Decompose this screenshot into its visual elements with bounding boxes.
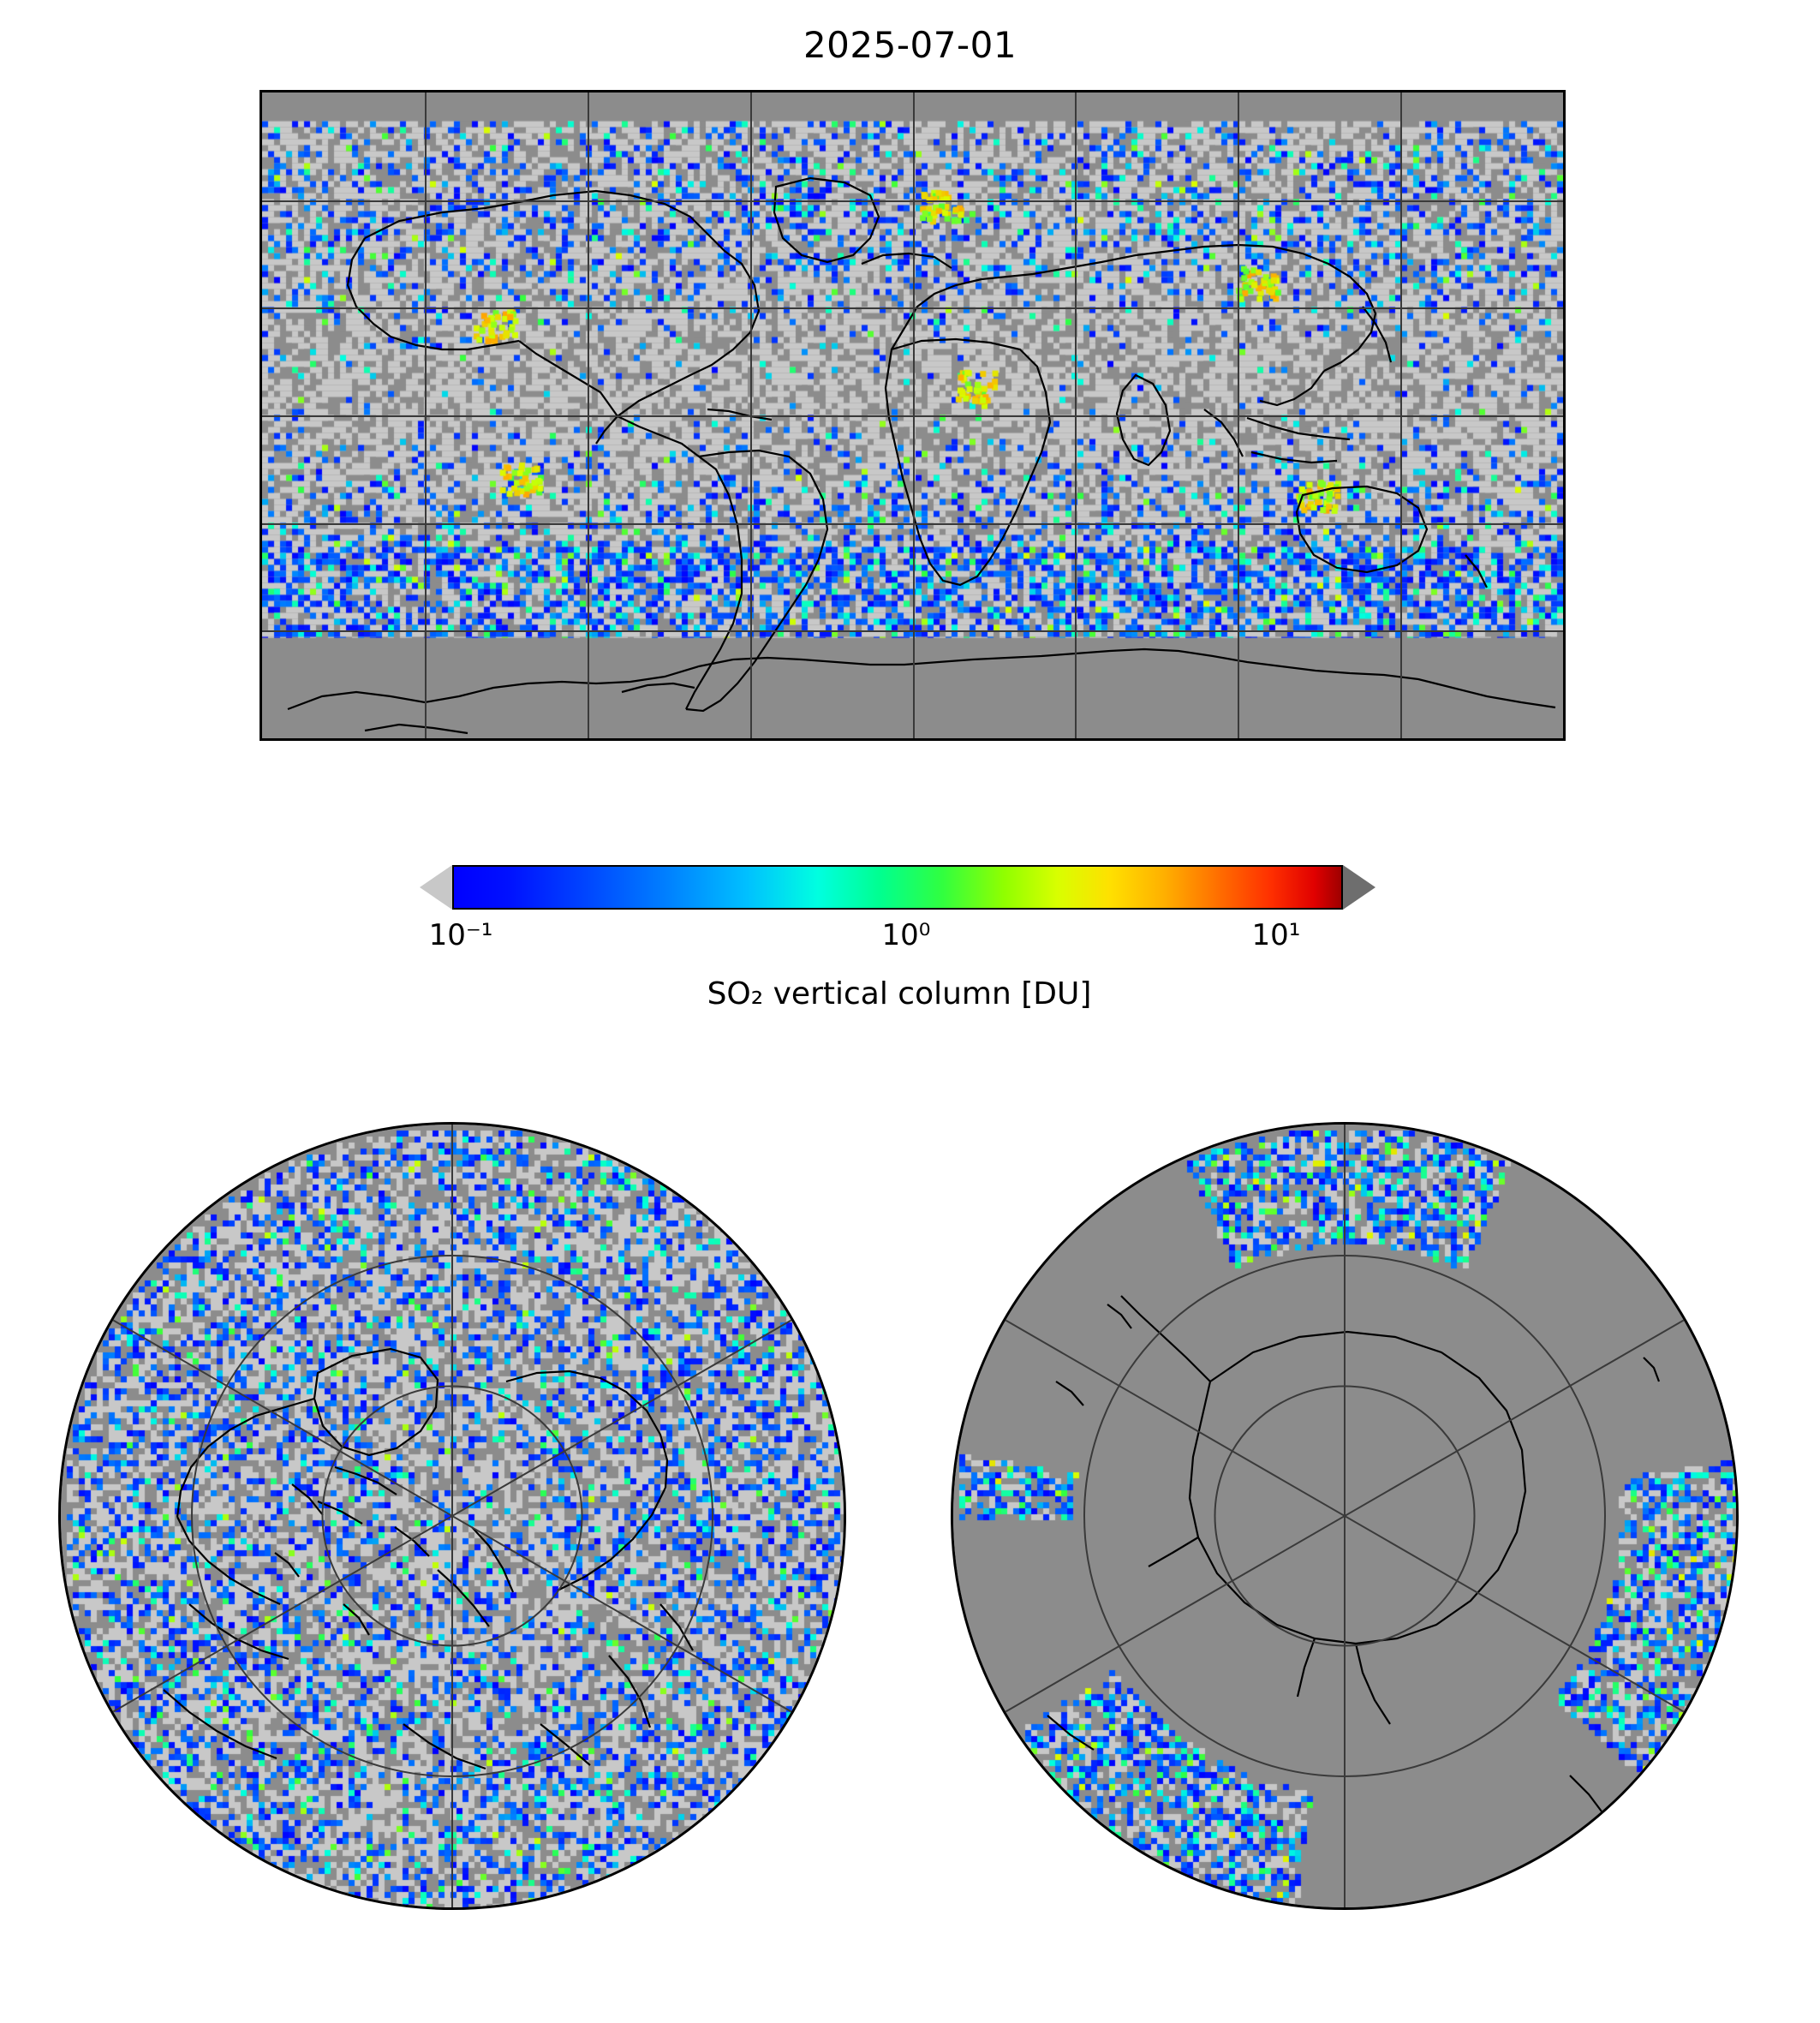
colorbar-tick-label: 10⁻¹ xyxy=(428,918,493,952)
gridline-lat xyxy=(262,523,1563,525)
page-title: 2025-07-01 xyxy=(803,24,1017,66)
colorbar-tick-label: 10⁰ xyxy=(881,918,931,952)
gridline-lat xyxy=(262,630,1563,632)
south-polar-disc xyxy=(951,1122,1739,1910)
global-map-panel xyxy=(260,90,1566,741)
global-map-canvas xyxy=(262,92,1563,738)
north-polar-panel xyxy=(50,1113,855,1919)
colorbar-under-arrow xyxy=(420,865,452,910)
colorbar xyxy=(420,865,1379,1015)
gridline-lat xyxy=(262,200,1563,202)
colorbar-tick-label: 10¹ xyxy=(1251,918,1301,952)
south-polar-panel xyxy=(942,1113,1747,1919)
colorbar-over-arrow xyxy=(1343,865,1375,910)
north-polar-disc xyxy=(58,1122,846,1910)
colorbar-gradient xyxy=(452,865,1343,910)
colorbar-axis-label: SO₂ vertical column [DU] xyxy=(707,976,1092,1012)
gridline-lat xyxy=(262,307,1563,309)
gridline-lat xyxy=(262,415,1563,417)
